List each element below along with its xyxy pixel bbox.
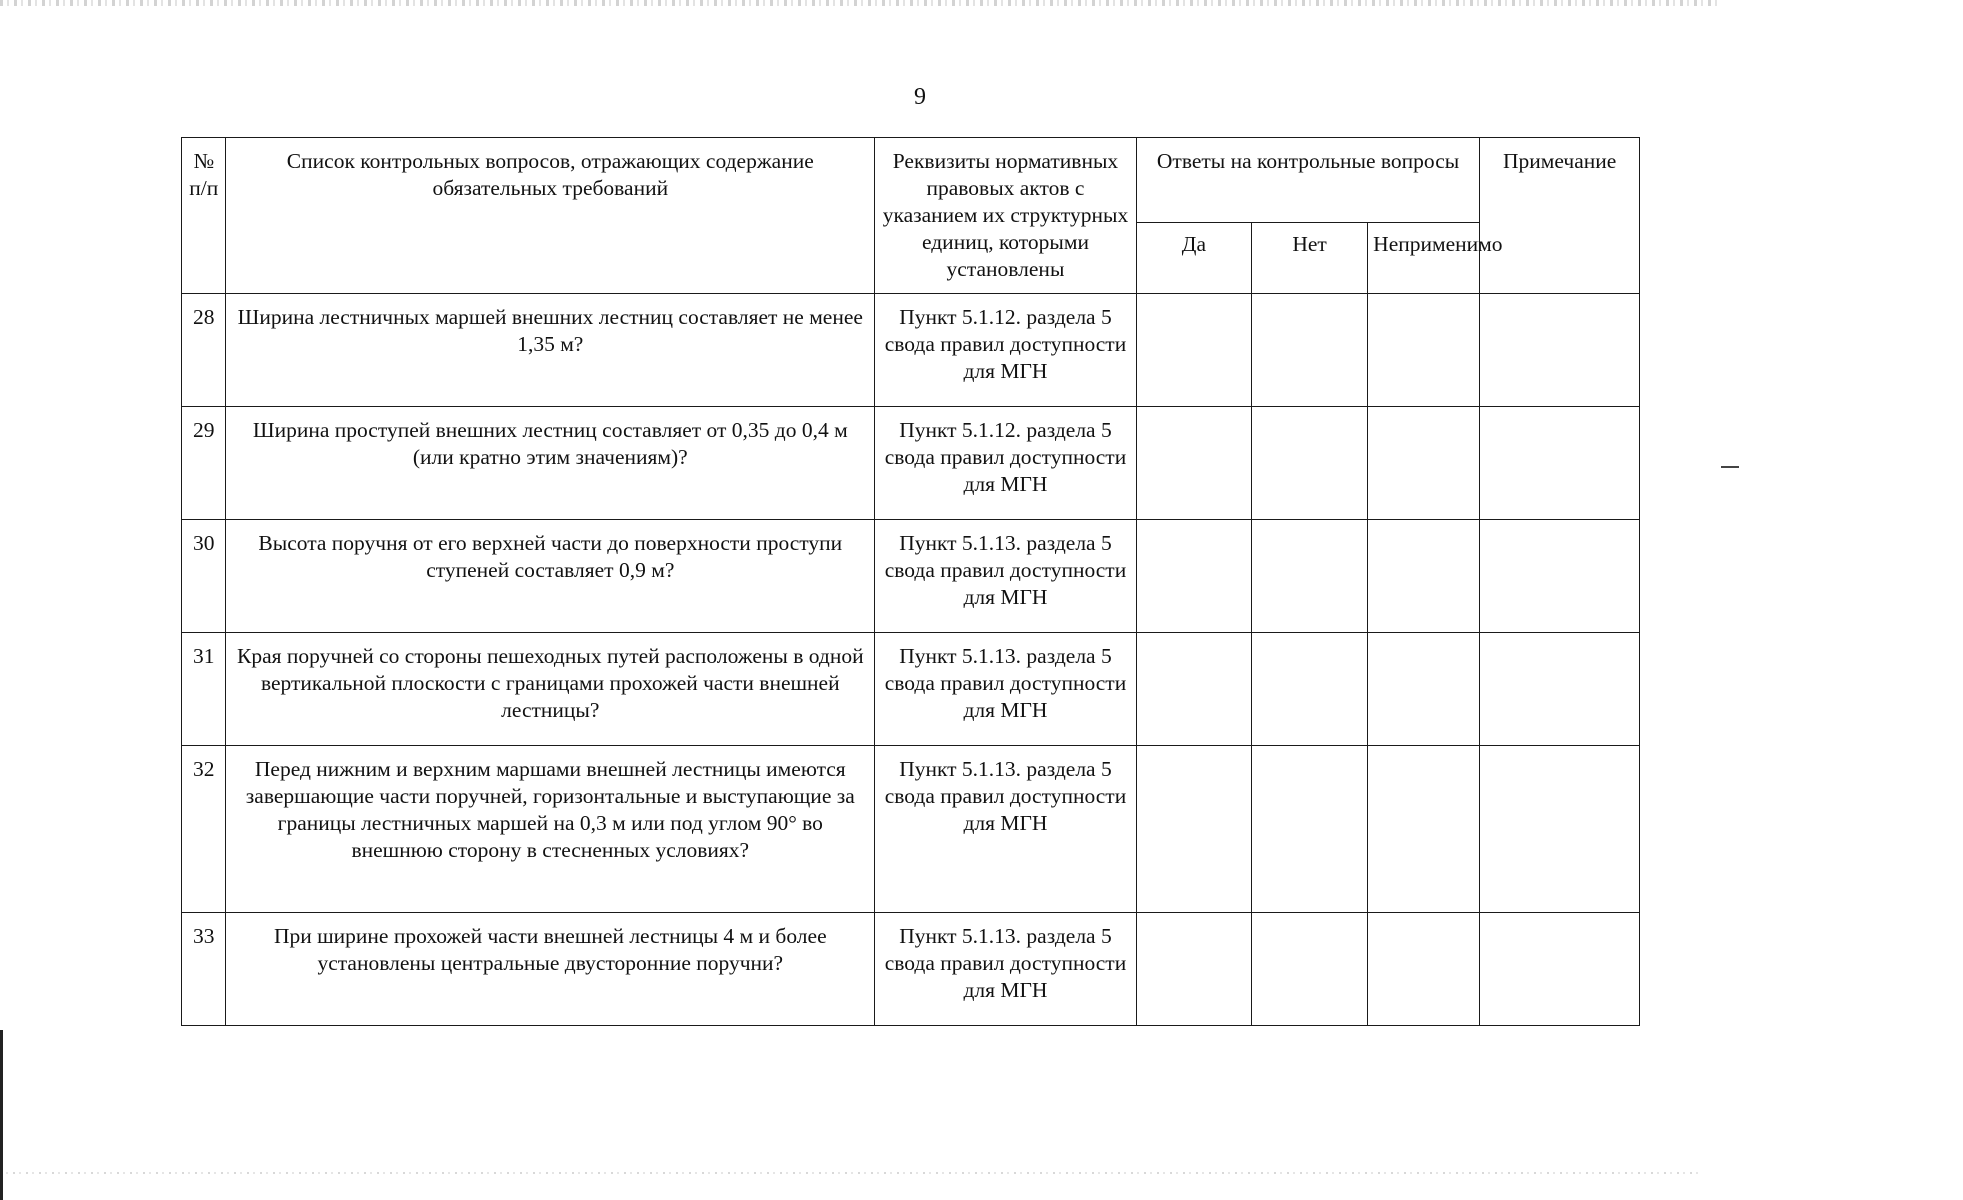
answer-not-applicable-cell[interactable] (1368, 913, 1480, 1026)
margin-mark (1721, 466, 1739, 468)
header-note: Примечание (1480, 138, 1640, 294)
row-num: 29 (182, 407, 226, 520)
row-num: 32 (182, 746, 226, 913)
row-num: 30 (182, 520, 226, 633)
answer-yes-cell[interactable] (1136, 913, 1251, 1026)
scan-edge-bottom (0, 1172, 1700, 1174)
header-requisites (875, 138, 1137, 294)
answer-not-applicable-cell[interactable] (1368, 520, 1480, 633)
row-question: Ширина проступей внешних лестниц составляет от 0,35 до 0,4 м (или кратно этим значениям)? (226, 407, 875, 520)
row-num: 28 (182, 294, 226, 407)
answer-no-cell[interactable] (1251, 746, 1367, 913)
row-question: Перед нижним и верхним маршами внешней лестницы имеются завершающие части поручней, горизонтальные и выступающие за границы лестничных маршей на 0,3 м или под углом 90° во внешнюю сторону в стесненных условиях? (226, 746, 875, 913)
note-cell[interactable] (1480, 913, 1640, 1026)
note-cell[interactable] (1480, 407, 1640, 520)
row-question: Края поручней со стороны пешеходных путей расположены в одной вертикальной плоскости с границами прохожей части внешней лестницы? (226, 633, 875, 746)
row-num: 31 (182, 633, 226, 746)
scan-edge-left (0, 1030, 3, 1200)
answer-not-applicable-cell[interactable] (1368, 407, 1480, 520)
answer-yes-cell[interactable] (1136, 407, 1251, 520)
row-requisites: Пункт 5.1.12. раздела 5 свода правил доступности для МГН (875, 407, 1137, 520)
row-requisites: Пункт 5.1.13. раздела 5 свода правил доступности для МГН (875, 746, 1137, 913)
header-answers: Ответы на контрольные вопросы (1136, 138, 1480, 223)
table-row (182, 294, 1640, 407)
answer-no-cell[interactable] (1251, 407, 1367, 520)
row-requisites: Пункт 5.1.13. раздела 5 свода правил доступности для МГН (875, 633, 1137, 746)
row-requisites: Пункт 5.1.12. раздела 5 свода правил доступности для МГН (875, 294, 1137, 407)
note-cell[interactable] (1480, 520, 1640, 633)
note-cell[interactable] (1480, 294, 1640, 407)
answer-yes-cell[interactable] (1136, 633, 1251, 746)
answer-yes-cell[interactable] (1136, 520, 1251, 633)
header-yes: Да (1136, 223, 1251, 294)
checklist-table (181, 137, 1640, 1026)
answer-not-applicable-cell[interactable] (1368, 294, 1480, 407)
header-not-applicable: Неприменимо (1368, 223, 1480, 294)
header-requisites-text: Реквизиты нормативных правовых актов с указанием их структурных единиц, которыми установлены (882, 149, 1129, 281)
answer-not-applicable-cell[interactable] (1368, 633, 1480, 746)
table-row (182, 520, 1640, 633)
scan-edge-top (0, 0, 1720, 6)
row-requisites: Пункт 5.1.13. раздела 5 свода правил доступности для МГН (875, 520, 1137, 633)
answer-no-cell[interactable] (1251, 913, 1367, 1026)
answer-no-cell[interactable] (1251, 294, 1367, 407)
page-number: 9 (914, 84, 926, 110)
row-num: 33 (182, 913, 226, 1026)
header-no: Нет (1251, 223, 1367, 294)
answer-not-applicable-cell[interactable] (1368, 746, 1480, 913)
answer-yes-cell[interactable] (1136, 746, 1251, 913)
table-row (182, 746, 1640, 913)
table-row (182, 407, 1640, 520)
table-header-row (182, 138, 1640, 223)
table-row (182, 633, 1640, 746)
header-num: № п/п (182, 138, 226, 294)
answer-no-cell[interactable] (1251, 520, 1367, 633)
header-question: Список контрольных вопросов, отражающих содержание обязательных требований (226, 138, 875, 294)
row-question: Ширина лестничных маршей внешних лестниц составляет не менее 1,35 м? (226, 294, 875, 407)
answer-no-cell[interactable] (1251, 633, 1367, 746)
row-question: При ширине прохожей части внешней лестницы 4 м и более установлены центральные двусторонние поручни? (226, 913, 875, 1026)
note-cell[interactable] (1480, 633, 1640, 746)
row-requisites: Пункт 5.1.13. раздела 5 свода правил доступности для МГН (875, 913, 1137, 1026)
row-question: Высота поручня от его верхней части до поверхности проступи ступеней составляет 0,9 м? (226, 520, 875, 633)
note-cell[interactable] (1480, 746, 1640, 913)
answer-yes-cell[interactable] (1136, 294, 1251, 407)
table-row (182, 913, 1640, 1026)
